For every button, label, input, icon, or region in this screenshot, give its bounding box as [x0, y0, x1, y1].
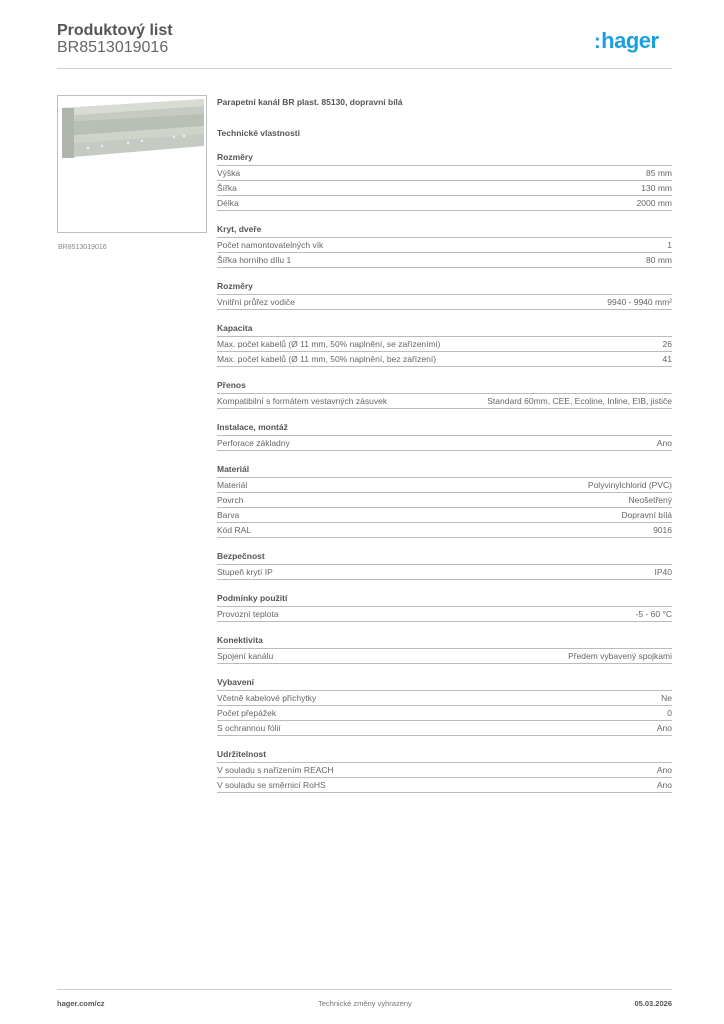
- spec-label: S ochrannou fólií: [217, 723, 281, 733]
- spec-label: Výška: [217, 168, 241, 178]
- tech-heading: Technické vlastnosti: [217, 128, 300, 138]
- spec-label: Max. počet kabelů (Ø 11 mm, 50% naplnění, se zařízeními): [217, 339, 441, 349]
- spec-value: 26: [662, 339, 672, 349]
- section-title: Přenos: [217, 380, 672, 394]
- section-title: Kapacita: [217, 323, 672, 337]
- spec-section: [217, 281, 672, 310]
- spec-label: Materiál: [217, 480, 248, 490]
- spec-value: 41: [662, 354, 672, 364]
- product-image: [57, 95, 207, 233]
- spec-row: [217, 295, 672, 310]
- spec-value: Ne: [661, 693, 672, 703]
- section-title: Rozměry: [217, 281, 672, 295]
- spec-row: [217, 436, 672, 451]
- spec-value: 9940 - 9940 mm²: [607, 297, 672, 307]
- spec-label: Vnitřní průřez vodiče: [217, 297, 295, 307]
- section-title: Konektivita: [217, 635, 672, 649]
- spec-row: [217, 337, 672, 352]
- product-name: Parapetní kanál BR plast. 85130, dopravní bílá: [217, 97, 403, 107]
- spec-section: [217, 677, 672, 736]
- spec-label: V souladu se směrnicí RoHS: [217, 780, 326, 790]
- spec-value: Předem vybavený spojkami: [568, 651, 672, 661]
- spec-section: [217, 152, 672, 211]
- spec-value: 0: [667, 708, 672, 718]
- spec-value: Neošetřený: [628, 495, 672, 505]
- spec-label: Provozní teplota: [217, 609, 279, 619]
- spec-sections: [217, 152, 672, 793]
- spec-row: [217, 706, 672, 721]
- spec-value: Dopravní bílá: [621, 510, 672, 520]
- spec-row: [217, 649, 672, 664]
- spec-label: Kód RAL: [217, 525, 252, 535]
- spec-section: [217, 551, 672, 580]
- spec-label: Délka: [217, 198, 239, 208]
- spec-value: Standard 60mm, CEE, Ecoline, Inline, EIB, jističe: [487, 396, 672, 406]
- section-title: Podmínky použití: [217, 593, 672, 607]
- spec-value: 85 mm: [646, 168, 672, 178]
- spec-value: 80 mm: [646, 255, 672, 265]
- section-title: Bezpečnost: [217, 551, 672, 565]
- footer-website-link[interactable]: hager.com/cz: [57, 999, 105, 1008]
- spec-label: Šířka horního dílu 1: [217, 255, 292, 265]
- spec-label: Max. počet kabelů (Ø 11 mm, 50% naplnění, bez zařízení): [217, 354, 437, 364]
- spec-row: [217, 523, 672, 538]
- section-title: Kryt, dveře: [217, 224, 672, 238]
- spec-label: Spojení kanálu: [217, 651, 274, 661]
- specifications: [217, 97, 672, 793]
- spec-row: [217, 196, 672, 211]
- logo-text: hager: [601, 28, 659, 53]
- spec-value: 1: [667, 240, 672, 250]
- spec-row: [217, 238, 672, 253]
- image-caption: BR8513019016: [58, 244, 107, 251]
- footer-divider: [57, 989, 672, 990]
- spec-label: Povrch: [217, 495, 244, 505]
- spec-label: Stupeň krytí IP: [217, 567, 273, 577]
- product-code: BR8513019016: [57, 39, 169, 56]
- spec-row: [217, 778, 672, 793]
- spec-row: [217, 394, 672, 409]
- spec-section: [217, 749, 672, 793]
- footer-disclaimer: Technické změny vyhrazeny: [318, 999, 412, 1008]
- spec-row: [217, 508, 672, 523]
- logo-colon-icon: :: [594, 31, 601, 53]
- section-title: Udržitelnost: [217, 749, 672, 763]
- spec-row: [217, 493, 672, 508]
- spec-label: Perforace základny: [217, 438, 290, 448]
- spec-value: Ano: [656, 765, 672, 775]
- spec-row: [217, 478, 672, 493]
- spec-value: -5 - 60 °C: [635, 609, 672, 619]
- spec-row: [217, 607, 672, 622]
- spec-label: Počet namontovatelných vík: [217, 240, 324, 250]
- spec-row: [217, 352, 672, 367]
- cable-channel-illustration: [58, 96, 206, 232]
- spec-section: [217, 593, 672, 622]
- spec-row: [217, 763, 672, 778]
- footer-date: 05.03.2026: [634, 999, 672, 1008]
- spec-section: [217, 464, 672, 538]
- spec-section: [217, 224, 672, 268]
- header-divider: [57, 68, 672, 69]
- spec-label: Včetně kabelové příchytky: [217, 693, 317, 703]
- spec-row: [217, 691, 672, 706]
- spec-value: Polyvinylchlorid (PVC): [587, 480, 672, 490]
- spec-row: [217, 166, 672, 181]
- spec-row: [217, 721, 672, 736]
- spec-label: V souladu s nařízením REACH: [217, 765, 334, 775]
- section-title: Instalace, montáž: [217, 422, 672, 436]
- section-title: Rozměry: [217, 152, 672, 166]
- spec-row: [217, 565, 672, 580]
- spec-value: Ano: [656, 723, 672, 733]
- section-title: Materiál: [217, 464, 672, 478]
- spec-row: [217, 181, 672, 196]
- page-title: Produktový list: [57, 22, 173, 39]
- spec-row: [217, 253, 672, 268]
- spec-value: 130 mm: [641, 183, 672, 193]
- spec-value: IP40: [654, 567, 672, 577]
- spec-value: 9016: [653, 525, 672, 535]
- spec-section: [217, 422, 672, 451]
- section-title: Vybavení: [217, 677, 672, 691]
- spec-value: Ano: [656, 780, 672, 790]
- spec-value: Ano: [656, 438, 672, 448]
- spec-label: Počet přepážek: [217, 708, 277, 718]
- spec-section: [217, 635, 672, 664]
- spec-value: 2000 mm: [636, 198, 672, 208]
- spec-label: Kompatibilní s formátem vestavných zásuvek: [217, 396, 388, 406]
- spec-label: Barva: [217, 510, 240, 520]
- spec-section: [217, 380, 672, 409]
- spec-label: Šířka: [217, 183, 237, 193]
- spec-section: [217, 323, 672, 367]
- hager-logo[interactable]: [594, 29, 659, 54]
